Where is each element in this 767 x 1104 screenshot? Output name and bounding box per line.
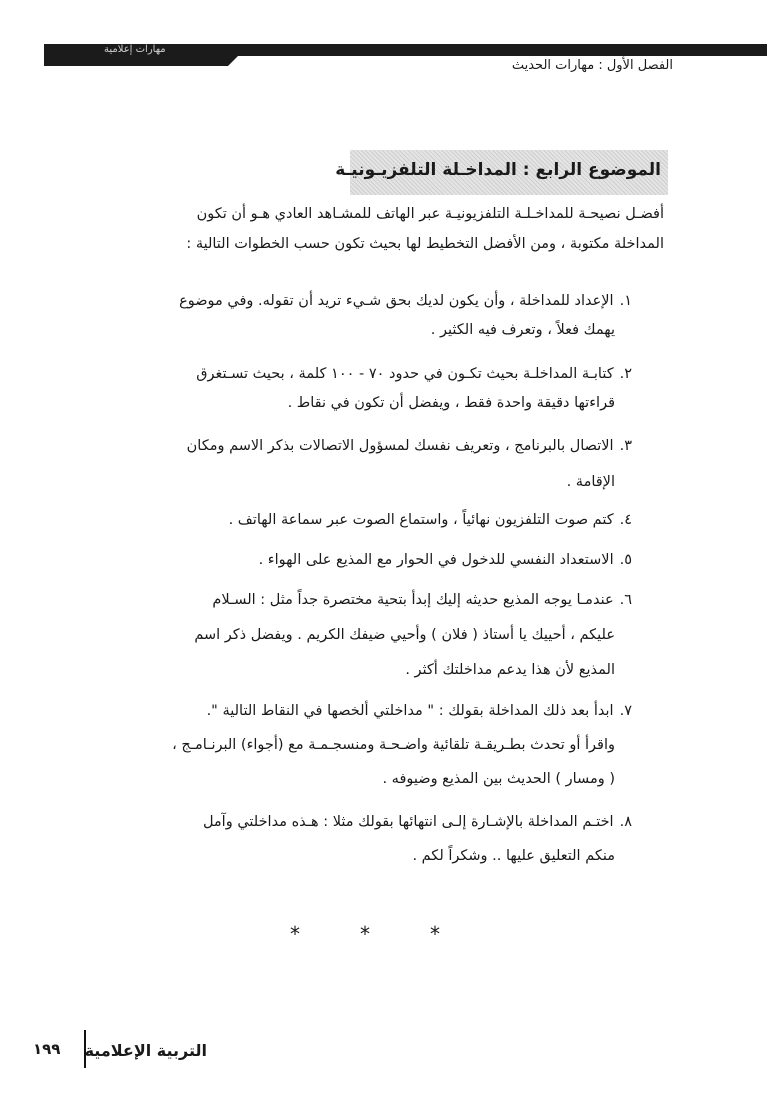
step-line: ٧.ابدأ بعد ذلك المداخلة بقولك : " مداخلتي ألخصها في النقاط التالية ". — [206, 703, 632, 719]
step-number: ٥. — [619, 552, 632, 568]
intro-line: المداخلة مكتوبة ، ومن الأفضل التخطيط لها بحيث تكون حسب الخطوات التالية : — [186, 236, 664, 252]
step-number: ١. — [619, 293, 632, 309]
step-line: عليكم ، أحييك يا أستاذ ( فلان ) وأحيي ضيفك الكريم . ويفضل ذكر اسم — [194, 627, 615, 643]
step-line: يهمك فعلاً ، وتعرف فيه الكثير . — [430, 322, 615, 338]
step-number: ٢. — [619, 366, 632, 382]
step-number: ٣. — [619, 438, 632, 454]
footer-book-title: التربية الإعلامية — [84, 1041, 207, 1060]
step-line: ٥.الاستعداد النفسي للدخول في الحوار مع المذيع على الهواء . — [258, 552, 632, 568]
header-band-label: مهارات إعلامية — [104, 44, 166, 55]
step-number: ٦. — [619, 592, 632, 608]
step-line: الإقامة . — [566, 474, 615, 490]
separator-star: * — [360, 922, 370, 946]
step-line: منكم التعليق عليها .. وشكراً لكم . — [412, 848, 615, 864]
intro-line: أفضـل نصيحـة للمداخـلـة التلفزيونيـة عبر الهاتف للمشـاهد العادي هـو أن تكون — [196, 206, 664, 222]
step-line: ( ومسار ) الحديث بين المذيع وضيوفه . — [382, 771, 615, 787]
section-separator — [290, 922, 440, 946]
step-line: ٣.الاتصال بالبرنامج ، وتعريف نفسك لمسؤول الاتصالات بذكر الاسم ومكان — [186, 438, 632, 454]
step-number: ٧. — [619, 703, 632, 719]
separator-star: * — [290, 922, 300, 946]
step-line: ٦.عندمـا يوجه المذيع حديثه إليك إبدأ بتحية مختصرة جداً مثل : السـلام — [212, 592, 632, 608]
step-line: قراءتها دقيقة واحدة فقط ، ويفضل أن تكون في نقاط . — [287, 395, 615, 411]
topic-title: الموضوع الرابع : المداخـلة التلفزيـونيـة — [335, 160, 661, 180]
page-number: ١٩٩ — [33, 1040, 61, 1058]
separator-star: * — [430, 922, 440, 946]
step-line: ١.الإعداد للمداخلة ، وأن يكون لديك بحق شـيء تريد أن تقوله. وفي موضوع — [179, 293, 632, 309]
chapter-header: الفصل الأول : مهارات الحديث — [511, 58, 673, 73]
step-line: ٢.كتابـة المداخلـة بحيث تكـون في حدود ٧٠ - ١٠٠ كلمة ، بحيث تسـتغرق — [196, 366, 632, 382]
step-line: ٤.كتم صوت التلفزيون نهائياً ، واستماع الصوت عبر سماعة الهاتف . — [228, 512, 632, 528]
step-number: ٤. — [619, 512, 632, 528]
step-number: ٨. — [619, 814, 632, 830]
step-line: ٨.اختـم المداخلة بالإشـارة إلـى انتهائها بقولك مثلا : هـذه مداخلتي وآمل — [202, 814, 632, 830]
step-line: واقرأ أو تحدث بطـريقـة تلقائية واضـحـة ومنسجـمـة مع (أجواء) البرنـامـج ، — [172, 737, 615, 753]
step-line: المذيع لأن هذا يدعم مداخلتك أكثر . — [405, 662, 615, 678]
